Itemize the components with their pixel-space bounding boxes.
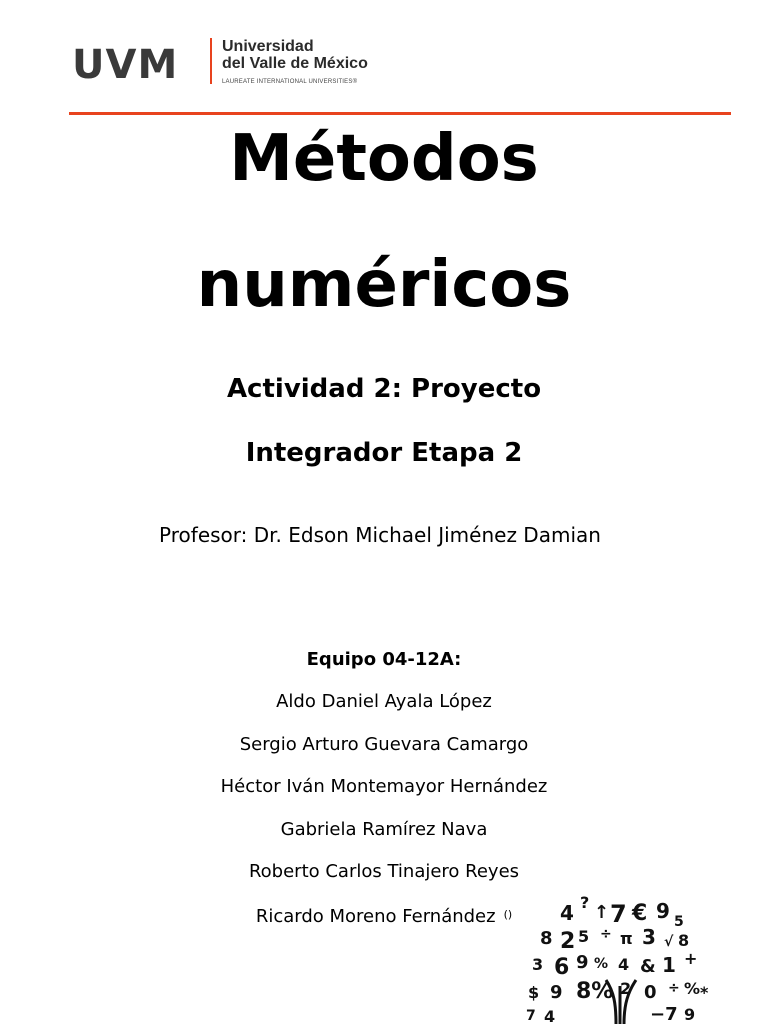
svg-text:1: 1	[662, 953, 676, 977]
team-member: Aldo Daniel Ayala López	[276, 691, 492, 712]
logo-name-line1: Universidad	[222, 38, 314, 55]
team-member-name: Ricardo Moreno Fernández	[255, 905, 496, 927]
svg-text:9: 9	[550, 982, 563, 1003]
svg-text:7: 7	[526, 1008, 536, 1024]
svg-text:€: €	[632, 901, 648, 926]
logo-subtitle: LAUREATE INTERNATIONAL UNIVERSITIES®	[222, 79, 358, 85]
team-member: Héctor Iván Montemayor Hernández	[220, 776, 548, 798]
subtitle-line1: Actividad 2: Proyecto	[226, 374, 542, 404]
svg-text:+: +	[684, 949, 698, 968]
svg-text:8: 8	[678, 931, 690, 950]
svg-text:4: 4	[544, 1007, 556, 1024]
svg-text:3: 3	[532, 955, 544, 974]
title-line2: numéricos	[196, 248, 572, 322]
title-line1: Métodos	[229, 122, 539, 196]
professor-name: Profesor: Dr. Edson Michael Jiménez Damian	[159, 523, 601, 547]
svg-text:6: 6	[554, 955, 570, 980]
svg-text:3: 3	[642, 925, 656, 949]
header-rule	[69, 112, 731, 115]
svg-text:÷: ÷	[600, 926, 612, 942]
svg-text:8%: 8%	[576, 979, 614, 1004]
team-member: Roberto Carlos Tinajero Reyes	[248, 861, 520, 883]
svg-text:9: 9	[684, 1005, 696, 1024]
svg-text:÷: ÷	[668, 980, 680, 996]
svg-text:7: 7	[610, 900, 627, 928]
svg-text:4: 4	[618, 955, 630, 974]
svg-text:2: 2	[620, 979, 632, 998]
svg-text:√: √	[664, 934, 674, 950]
logo-divider	[210, 38, 212, 84]
trailing-mark: ()	[503, 907, 513, 921]
svg-text:$: $	[528, 983, 540, 1002]
logo-name-line2: del Valle de México	[222, 55, 368, 72]
svg-text:&: &	[640, 956, 656, 977]
team-member: Gabriela Ramírez Nava	[280, 818, 488, 840]
svg-text:?: ?	[580, 893, 590, 912]
svg-text:π: π	[620, 929, 633, 948]
subtitle-line2: Integrador Etapa 2	[245, 438, 523, 468]
svg-text:9: 9	[656, 899, 670, 923]
svg-text:−7: −7	[650, 1004, 678, 1024]
svg-text:*: *	[700, 983, 709, 1002]
svg-text:↑: ↑	[594, 902, 610, 923]
svg-text:2: 2	[560, 929, 576, 954]
svg-text:0: 0	[644, 982, 657, 1003]
svg-text:5: 5	[674, 914, 684, 930]
svg-text:5: 5	[578, 927, 590, 946]
team-title: Equipo 04-12A:	[306, 649, 462, 670]
svg-text:4: 4	[560, 901, 574, 925]
math-symbols-tree-icon	[520, 880, 730, 1024]
svg-text:%: %	[594, 956, 609, 972]
svg-text:9: 9	[576, 952, 589, 973]
svg-text:%: %	[684, 979, 701, 998]
logo-abbreviation: UVM	[72, 42, 179, 88]
uvm-logo	[72, 36, 392, 96]
team-member: Sergio Arturo Guevara Camargo	[239, 733, 529, 755]
svg-text:8: 8	[540, 928, 553, 949]
